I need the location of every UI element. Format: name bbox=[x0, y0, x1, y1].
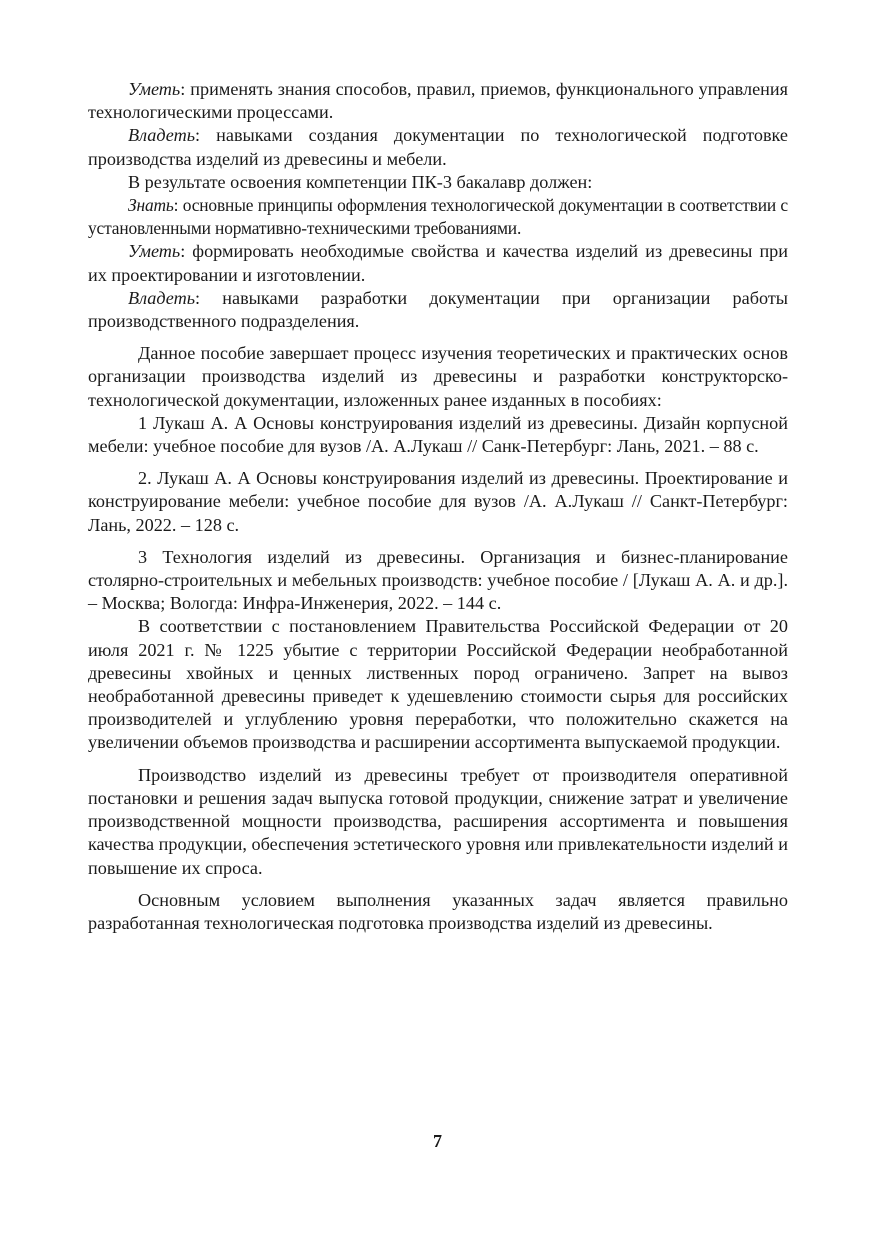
paragraph-text: : навыками создания документации по технологической подготовке производства изделий из древесины и мебели. bbox=[88, 125, 788, 169]
paragraph-text: Данное пособие завершает процесс изучения теоретических и практических основ организации производства изделий из древесины и разработки конструкторско-технологической документации, изложенных ранее изданных в пособиях: bbox=[88, 343, 788, 410]
paragraph-text: Производство изделий из древесины требует от производителя оперативной постановки и решения задач выпуска готовой продукции, снижение затрат и увеличение производственной мощности производства, расширения ассортимента и повышения качества продукции, обеспечения эстетического уровня или привлекательности изделий и повышение их спроса. bbox=[88, 764, 788, 878]
term-label: Уметь bbox=[128, 241, 181, 262]
paragraph-umet-1 bbox=[88, 78, 788, 124]
paragraph-conclusion bbox=[88, 889, 788, 935]
reference-item-3 bbox=[88, 546, 788, 616]
paragraph-text: : основные принципы оформления технологической документации в соответствии с установленными нормативно-техническими требованиями. bbox=[88, 195, 788, 239]
paragraph-text: : формировать необходимые свойства и качества изделий из древесины при их проектировании и изготовлении. bbox=[88, 241, 788, 285]
paragraph-production bbox=[88, 764, 788, 880]
paragraph-vladet-2 bbox=[88, 287, 788, 333]
paragraph-vladet-1 bbox=[88, 124, 788, 170]
page-number: 7 bbox=[433, 1131, 442, 1151]
paragraph-text: В соответствии с постановлением Правительства Российской Федерации от 20 июля 2021 г. № 1225 убытие с территории Российской Федерации необработанной древесины хвойных и ценных лиственных пород ограничено. Запрет на вывоз необработанной древесины приведет к удешевлению стоимости сырья для российских производителей и углублению уровня переработки, что положительно скажется на увеличении объемов производства и расширении ассортимента выпускаемой продукции. bbox=[88, 616, 788, 753]
paragraph-text: : применять знания способов, правил, приемов, функционального управления технологическими процессами. bbox=[88, 79, 788, 123]
term-label: Знать bbox=[128, 195, 174, 216]
term-label: Уметь bbox=[128, 79, 181, 99]
term-label: Владеть bbox=[128, 125, 196, 146]
paragraph-text: : навыками разработки документации при организации работы производственного подразделения. bbox=[88, 287, 788, 332]
paragraph-pk3-intro bbox=[88, 171, 788, 194]
reference-text: 1 Лукаш А. А Основы конструирования изделий из древесины. Дизайн корпусной мебели: учебное пособие для вузов /А. А.Лукаш // Санк-Петербург: Лань, 2021. – 88 с. bbox=[88, 412, 788, 457]
paragraph-regulation bbox=[88, 615, 788, 754]
page-body bbox=[88, 78, 788, 935]
paragraph-text: В результате освоения компетенции ПК-3 бакалавр должен: bbox=[128, 171, 593, 192]
reference-text: 3 Технология изделий из древесины. Организация и бизнес-планирование столярно-строительных и мебельных производств: учебное пособие / [Лукаш А. А. и др.]. – Москва; Вологда: Инфра-Инженерия, 2022. – 144 с. bbox=[88, 546, 788, 614]
paragraph-manual-intro bbox=[88, 342, 788, 412]
reference-text: 2. Лукаш А. А Основы конструирования изделий из древесины. Проектирование и конструирование мебели: учебное пособие для вузов /А. А.Лукаш // Санкт-Петербург: Лань, 2022. – 128 с. bbox=[88, 468, 788, 535]
paragraph-znat bbox=[88, 194, 788, 240]
term-label: Владеть bbox=[128, 287, 196, 308]
reference-item-2 bbox=[88, 467, 788, 537]
paragraph-text: Основным условием выполнения указанных задач является правильно разработанная технологическая подготовка производства изделий из древесины. bbox=[88, 889, 788, 933]
reference-item-1 bbox=[88, 412, 788, 458]
paragraph-umet-2 bbox=[88, 240, 788, 286]
